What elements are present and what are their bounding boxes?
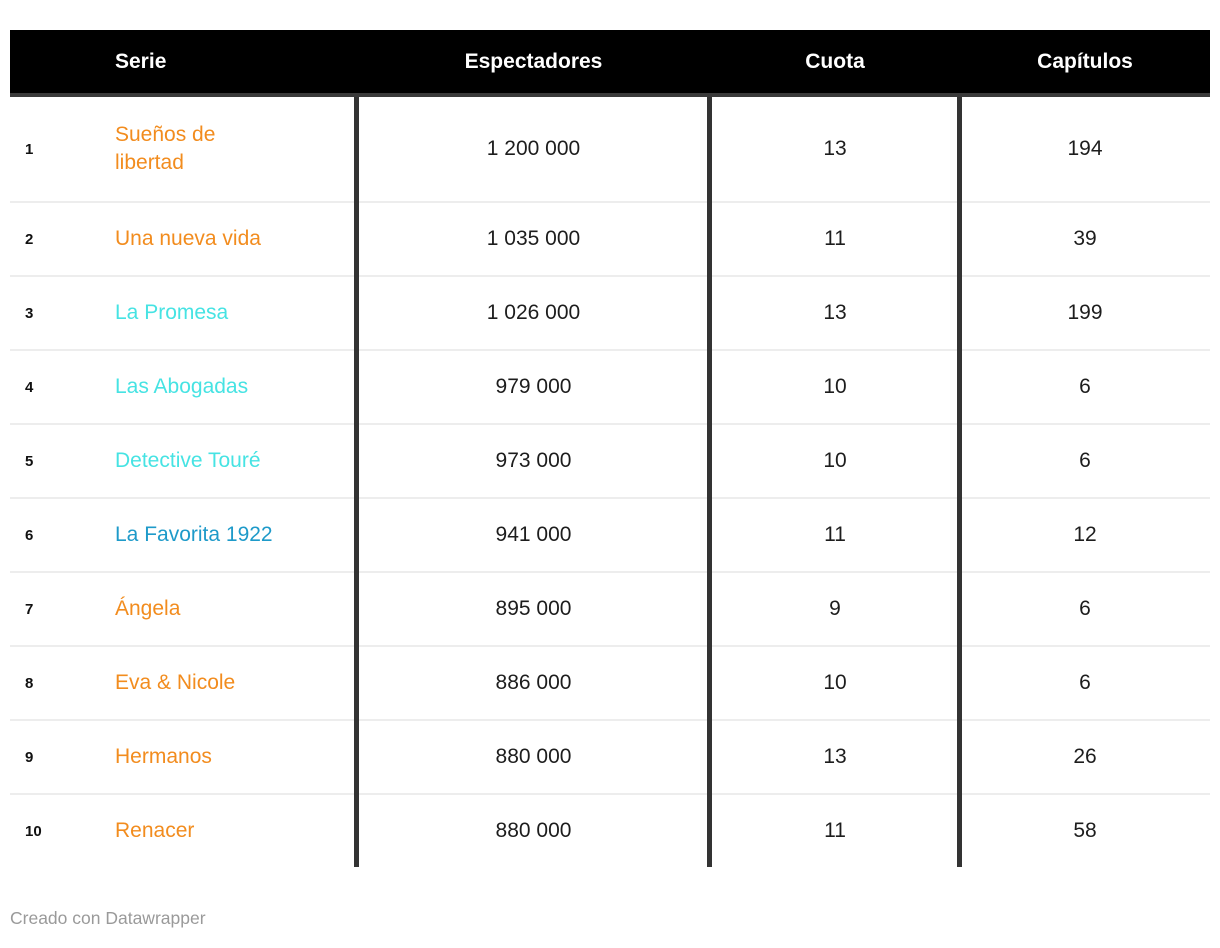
column-header-serie: Serie bbox=[115, 49, 167, 73]
row-serie: Las Abogadas bbox=[115, 375, 249, 398]
row-rank: 6 bbox=[25, 526, 34, 544]
row-serie: Ángela bbox=[115, 597, 181, 620]
row-espectadores: 1 035 000 bbox=[486, 227, 581, 250]
row-serie: Hermanos bbox=[115, 745, 212, 768]
row-rank: 3 bbox=[25, 304, 34, 322]
row-serie: Una nueva vida bbox=[115, 227, 261, 250]
column-header-capitulos: Capítulos bbox=[1037, 49, 1133, 73]
row-cuota: 13 bbox=[823, 301, 847, 324]
row-rank: 4 bbox=[25, 378, 34, 396]
table-header bbox=[10, 30, 1210, 97]
ratings-table bbox=[10, 30, 1210, 867]
column-divider-espectadores-cuota bbox=[707, 97, 712, 867]
row-cuota: 10 bbox=[823, 671, 847, 694]
row-cuota: 13 bbox=[823, 137, 847, 160]
row-capitulos: 6 bbox=[1079, 449, 1091, 472]
row-capitulos: 194 bbox=[1067, 137, 1103, 160]
table-row bbox=[10, 645, 1210, 719]
row-serie: Renacer bbox=[115, 819, 195, 842]
row-cuota: 10 bbox=[823, 375, 847, 398]
row-serie: Sueños de libertad bbox=[115, 123, 216, 174]
row-capitulos: 199 bbox=[1067, 301, 1103, 324]
table-body bbox=[10, 97, 1210, 867]
row-rank: 8 bbox=[25, 674, 34, 692]
row-rank: 1 bbox=[25, 140, 34, 158]
table-row bbox=[10, 497, 1210, 571]
table-row bbox=[10, 719, 1210, 793]
row-capitulos: 39 bbox=[1073, 227, 1097, 250]
row-espectadores: 979 000 bbox=[495, 375, 572, 398]
row-capitulos: 6 bbox=[1079, 597, 1091, 620]
row-espectadores: 1 026 000 bbox=[486, 301, 581, 324]
row-cuota: 11 bbox=[824, 227, 846, 250]
table-row bbox=[10, 349, 1210, 423]
row-serie: La Promesa bbox=[115, 301, 229, 324]
datawrapper-credit[interactable]: Creado con Datawrapper bbox=[10, 908, 206, 928]
table-row bbox=[10, 275, 1210, 349]
row-rank: 10 bbox=[25, 822, 42, 840]
row-cuota: 13 bbox=[823, 745, 847, 768]
table-row bbox=[10, 423, 1210, 497]
table-row bbox=[10, 97, 1210, 201]
row-capitulos: 6 bbox=[1079, 671, 1091, 694]
row-espectadores: 880 000 bbox=[495, 745, 572, 768]
column-header-espectadores: Espectadores bbox=[464, 49, 603, 73]
column-header-cuota: Cuota bbox=[805, 49, 865, 73]
row-capitulos: 58 bbox=[1073, 819, 1097, 842]
row-espectadores: 880 000 bbox=[495, 819, 572, 842]
row-cuota: 11 bbox=[824, 523, 846, 546]
row-espectadores: 941 000 bbox=[495, 523, 572, 546]
row-cuota: 10 bbox=[823, 449, 847, 472]
row-serie: Eva & Nicole bbox=[115, 671, 236, 694]
row-espectadores: 1 200 000 bbox=[486, 137, 581, 160]
row-capitulos: 26 bbox=[1073, 745, 1097, 768]
column-divider-serie-espectadores bbox=[354, 97, 359, 867]
row-serie: Detective Touré bbox=[115, 449, 261, 472]
row-capitulos: 6 bbox=[1079, 375, 1091, 398]
row-serie: La Favorita 1922 bbox=[115, 523, 273, 546]
row-espectadores: 886 000 bbox=[495, 671, 572, 694]
column-divider-cuota-capitulos bbox=[957, 97, 962, 867]
table-row bbox=[10, 571, 1210, 645]
row-capitulos: 12 bbox=[1073, 523, 1097, 546]
row-rank: 2 bbox=[25, 230, 34, 248]
row-rank: 9 bbox=[25, 748, 34, 766]
row-cuota: 9 bbox=[829, 597, 841, 620]
row-rank: 7 bbox=[25, 600, 34, 618]
row-espectadores: 895 000 bbox=[495, 597, 572, 620]
table-row bbox=[10, 793, 1210, 867]
row-rank: 5 bbox=[25, 452, 34, 470]
table-row bbox=[10, 201, 1210, 275]
row-cuota: 11 bbox=[824, 819, 846, 842]
row-espectadores: 973 000 bbox=[495, 449, 572, 472]
